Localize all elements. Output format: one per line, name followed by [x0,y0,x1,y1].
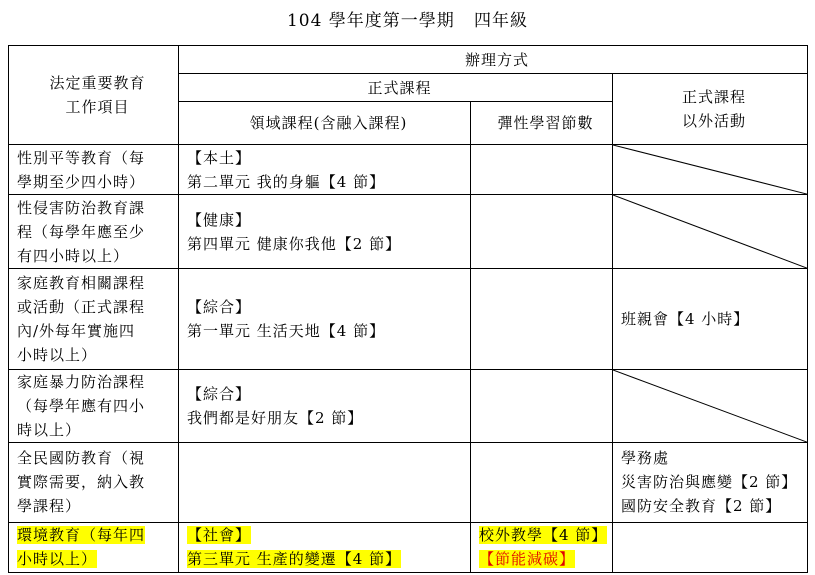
item-cell-line: 程（每學年應至少 [17,222,146,241]
domain-course-cell [179,269,471,369]
header-item-line2: 工作項目 [65,98,130,117]
flexible-cell [471,369,613,442]
not-applicable-diagonal [613,145,807,194]
flexible-cell [471,442,613,522]
extra-activity-cell-na [613,195,808,269]
header-formal-cell [179,74,613,102]
item-cell-line: 或活動（正式課程 [17,298,146,317]
domain-course-cell-line: 第三單元 生產的變遷【4 節】 [187,550,402,569]
title-year-term: 104 學年度第一學期 [286,11,455,31]
flexible-cell-line: 【節能減碳】 [479,550,576,569]
header-flexible: 彈性學習節數 [497,114,594,133]
domain-course-cell [179,369,471,442]
extra-activity-cell-line: 學務處 [621,449,670,468]
extra-activity-cell-line: 班親會【4 小時】 [621,310,750,329]
item-cell-line: 家庭暴力防治課程 [17,372,146,391]
domain-course-cell-line: 【綜合】 [187,384,252,403]
table-row [9,369,808,442]
item-cell-line: 內/外每年實施四 [17,322,136,341]
table-row [9,442,808,522]
table-row [9,269,808,369]
item-cell-line: 小時以上） [17,550,98,569]
extra-activity-cell-line: 災害防治與應變【2 節】 [621,473,798,492]
header-domain-course: 領域課程(含融入課程) [249,114,408,133]
header-method-cell [179,46,808,74]
not-applicable-diagonal [613,195,807,268]
item-cell [9,442,179,522]
flexible-cell [471,195,613,269]
table-row [9,522,808,572]
header-method: 辦理方式 [465,50,530,69]
item-cell-line: 性別平等教育（每 [17,148,146,167]
header-extra-cell [613,74,808,145]
extra-activity-cell-line: 國防安全教育【2 節】 [621,497,782,516]
item-cell-line: 有四小時以上） [17,246,130,265]
domain-course-cell [179,522,471,572]
item-cell [9,269,179,369]
education-plan-table [8,45,808,573]
flexible-cell [471,145,613,195]
domain-course-cell-line: 【健康】 [187,210,252,229]
item-cell-line: 小時以上） [17,346,98,365]
domain-course-cell-line: 【本土】 [187,148,252,167]
header-formal: 正式課程 [367,78,432,97]
extra-activity-cell-na [613,145,808,195]
extra-activity-cell [613,442,808,522]
domain-course-cell-line: 第二單元 我的身軀【4 節】 [187,172,386,191]
item-cell [9,145,179,195]
domain-course-cell-line: 第四單元 健康你我他【2 節】 [187,234,402,253]
flexible-cell [471,522,613,572]
item-cell-line: 時以上） [17,420,82,439]
item-cell-line: （每學年應有四小 [17,396,146,415]
domain-course-cell-line: 我們都是好朋友【2 節】 [187,408,364,427]
domain-course-cell [179,145,471,195]
item-cell-line: 性侵害防治教育課 [17,198,146,217]
header-item-cell [9,46,179,145]
item-cell [9,522,179,572]
item-cell-line: 實際需要，納入教 [17,473,146,492]
header-extra-line2: 以外活動 [682,112,747,131]
table-row [9,145,808,195]
title-grade: 四年級 [474,11,529,31]
extra-activity-cell-na [613,369,808,442]
domain-course-cell [179,195,471,269]
item-cell-line: 學期至少四小時） [17,172,146,191]
item-cell-line: 學課程） [17,497,82,516]
header-item-line1: 法定重要教育 [49,74,146,93]
page-title [0,6,815,31]
item-cell-line: 家庭教育相關課程 [17,274,146,293]
domain-course-cell-line: 第一單元 生活天地【4 節】 [187,322,386,341]
item-cell-line: 全民國防教育（視 [17,449,146,468]
flexible-cell [471,269,613,369]
header-domain-cell [179,102,471,145]
extra-activity-cell [613,522,808,572]
domain-course-cell-line: 【社會】 [187,526,252,545]
extra-activity-cell [613,269,808,369]
domain-course-cell-line: 【綜合】 [187,298,252,317]
header-extra-line1: 正式課程 [682,88,747,107]
flexible-cell-line: 校外教學【4 節】 [479,526,608,545]
item-cell [9,369,179,442]
domain-course-cell [179,442,471,522]
item-cell-line: 環境教育（每年四 [17,526,146,545]
item-cell [9,195,179,269]
header-flex-cell [471,102,613,145]
not-applicable-diagonal [613,370,807,442]
table-row [9,195,808,269]
